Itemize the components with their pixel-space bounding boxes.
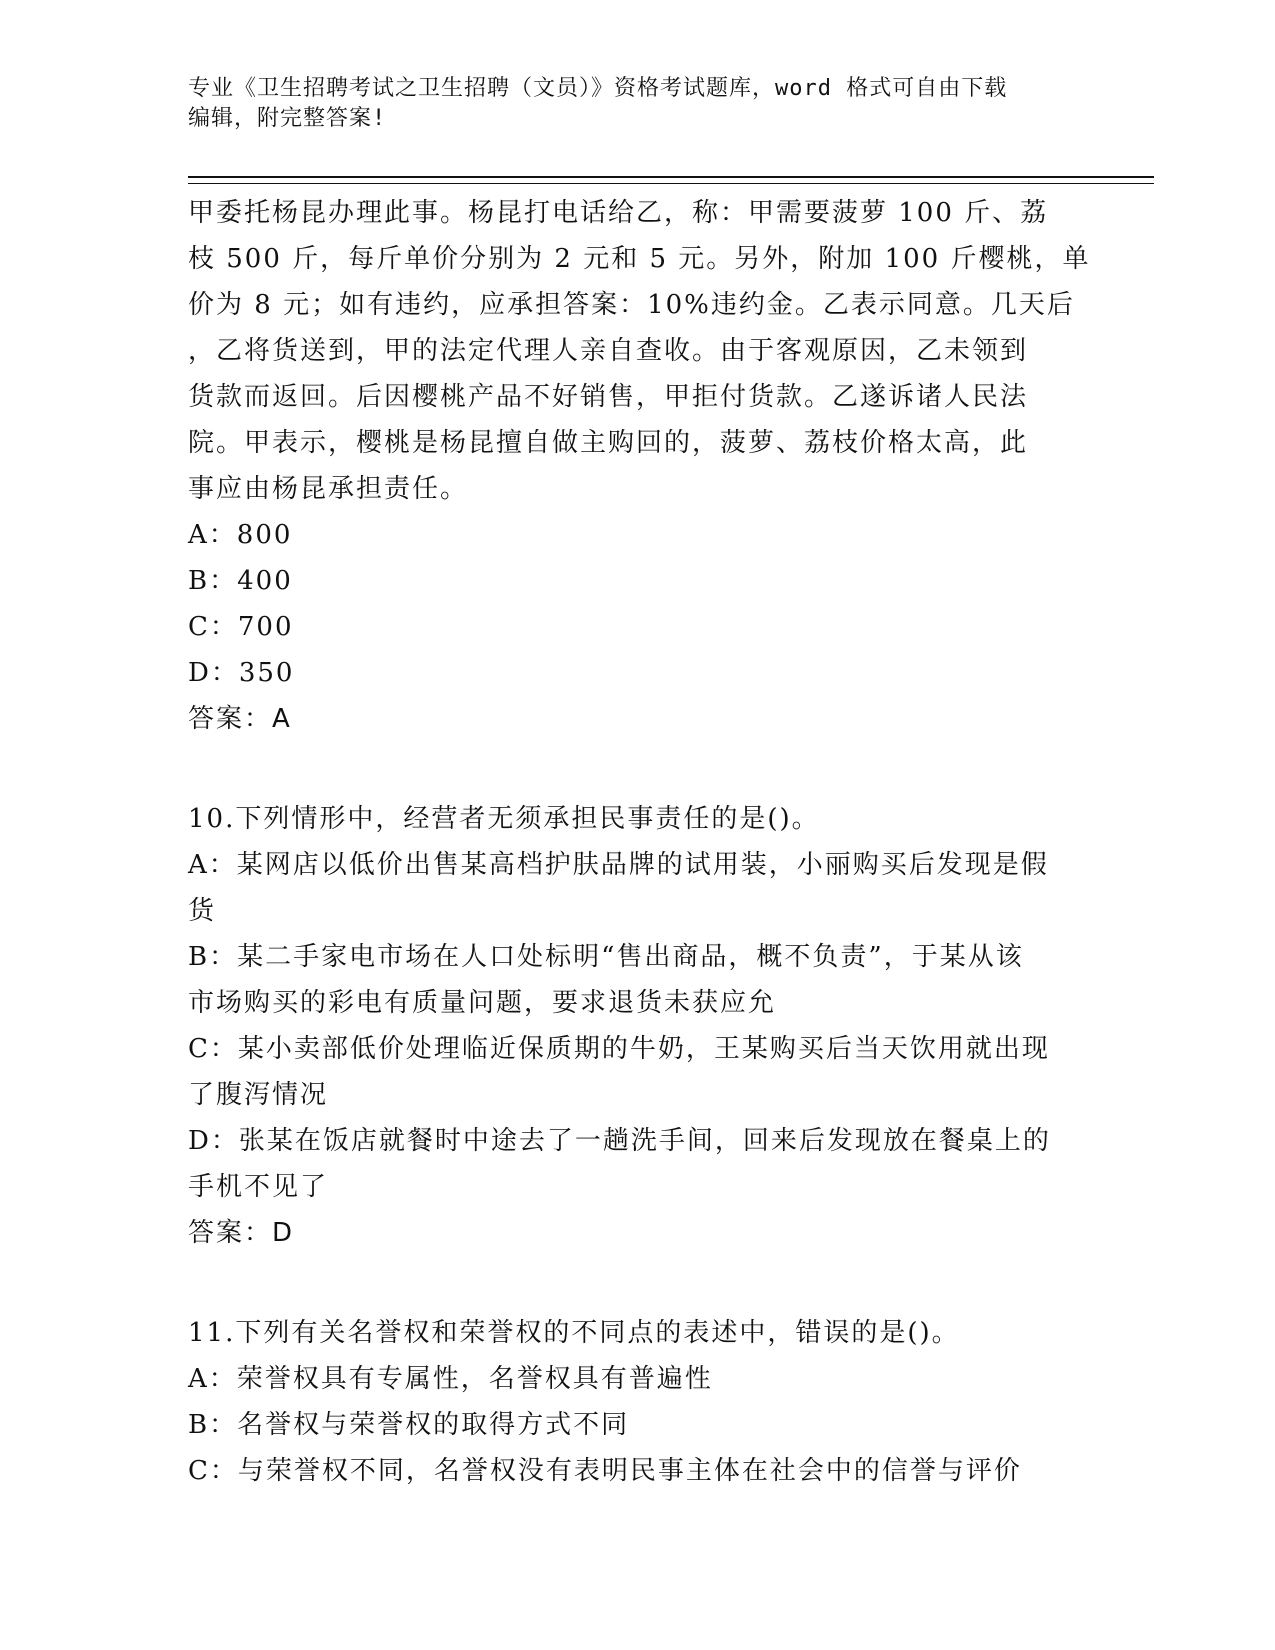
question-10-title: 10.下列情形中，经营者无须承担民事责任的是()。 bbox=[188, 804, 820, 834]
question-9-line: ，乙将货送到，甲的法定代理人亲自查收。由于客观原因，乙未领到 bbox=[188, 336, 1029, 366]
question-10-answer: 答案：D bbox=[188, 1218, 295, 1248]
question-9-line: 货款而返回。后因樱桃产品不好销售，甲拒付货款。乙遂诉诸人民法 bbox=[188, 382, 1029, 412]
question-9-line: 价为 8 元；如有违约，应承担答案：10%违约金。乙表示同意。几天后 bbox=[188, 290, 1075, 320]
question-11-option-a: A：荣誉权具有专属性，名誉权具有普遍性 bbox=[188, 1364, 713, 1394]
question-11-option-b: B：名誉权与荣誉权的取得方式不同 bbox=[188, 1410, 630, 1440]
question-11 bbox=[188, 1310, 1088, 1494]
question-9 bbox=[188, 190, 1091, 742]
question-11-option-c: C：与荣誉权不同，名誉权没有表明民事主体在社会中的信誉与评价 bbox=[188, 1456, 1022, 1486]
question-9-option-d: D：350 bbox=[188, 658, 295, 688]
question-9-option-c: C：700 bbox=[188, 612, 294, 642]
question-9-answer: 答案：A bbox=[188, 704, 292, 734]
header-line-2: 编辑，附完整答案! bbox=[188, 106, 387, 131]
question-11-title: 11.下列有关名誉权和荣誉权的不同点的表述中，错误的是()。 bbox=[188, 1318, 960, 1348]
question-9-line: 甲委托杨昆办理此事。杨昆打电话给乙，称：甲需要菠萝 100 斤、荔 bbox=[188, 198, 1049, 228]
question-9-line: 枝 500 斤，每斤单价分别为 2 元和 5 元。另外，附加 100 斤樱桃，单 bbox=[188, 244, 1091, 274]
question-9-line: 院。甲表示，樱桃是杨昆擅自做主购回的，菠萝、荔枝价格太高，此 bbox=[188, 428, 1029, 458]
spacer bbox=[188, 1256, 1088, 1310]
question-10-option-a: A：某网店以低价出售某高档护肤品牌的试用装，小丽购买后发现是假 bbox=[188, 850, 1049, 880]
header-divider bbox=[188, 176, 1154, 184]
question-10 bbox=[188, 796, 1088, 1256]
page-header bbox=[188, 74, 1088, 134]
spacer bbox=[188, 742, 1088, 796]
question-9-line: 事应由杨昆承担责任。 bbox=[188, 474, 469, 504]
question-10-option-a-cont: 货 bbox=[188, 896, 217, 926]
question-9-option-a: A：800 bbox=[188, 520, 293, 550]
question-9-option-b: B：400 bbox=[188, 566, 293, 596]
question-10-option-c: C：某小卖部低价处理临近保质期的牛奶，王某购买后当天饮用就出现 bbox=[188, 1034, 1050, 1064]
question-10-option-b-cont: 市场购买的彩电有质量问题，要求退货未获应允 bbox=[188, 988, 777, 1018]
header-line-1: 专业《卫生招聘考试之卫生招聘（文员）》资格考试题库，word 格式可自由下载 bbox=[188, 76, 1008, 101]
question-10-option-d: D：张某在饭店就餐时中途去了一趟洗手间，回来后发现放在餐桌上的 bbox=[188, 1126, 1051, 1156]
question-content bbox=[188, 190, 1091, 1494]
question-10-option-b: B：某二手家电市场在人口处标明“售出商品，概不负责”，于某从该 bbox=[188, 942, 1024, 972]
question-10-option-d-cont: 手机不见了 bbox=[188, 1172, 329, 1202]
question-10-option-c-cont: 了腹泻情况 bbox=[188, 1080, 329, 1110]
